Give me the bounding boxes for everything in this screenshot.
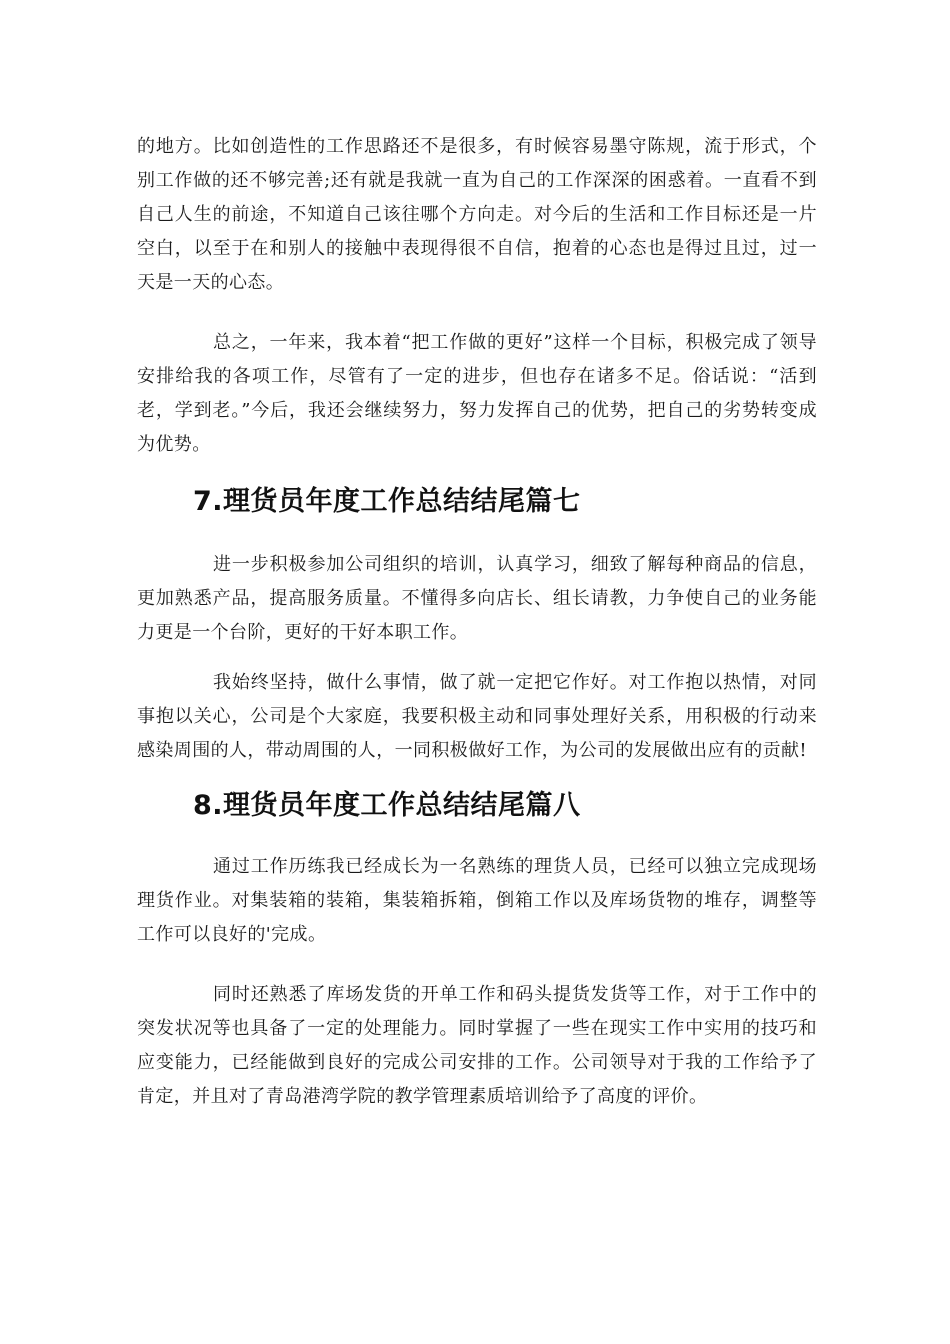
section-8-paragraph-2: 同时还熟悉了库场发货的开单工作和码头提货发货等工作，对于工作中的突发状况等也具备了一定的处理能力。同时掌握了一些在现实工作中实用的技巧和应变能力，已经能做到良好的完成公司安排的工作。公司领导对于我的工作给予了肯定，并且对了青岛港湾学院的教学管理素质培训给予了高度的评价。 (137, 984, 817, 1107)
intro-paragraph-2: 总之，一年来，我本着“把工作做的更好”这样一个目标，积极完成了领导安排给我的各项工作，尽管有了一定的进步，但也存在诸多不足。俗话说：“活到老，学到老。”今后，我还会继续努力，努力发挥自己的优势，把自己的劣势转变成为优势。 (137, 332, 817, 455)
intro-paragraph-1: 的地方。比如创造性的工作思路还不是很多，有时候容易墨守陈规，流于形式，个别工作做的还不够完善;还有就是我就一直为自己的工作深深的困惑着。一直看不到自己人生的前途，不知道自己该往哪个方向走。对今后的生活和工作目标还是一片空白，以至于在和别人的接触中表现得很不自信，抱着的心态也是得过且过，过一天是一天的心态。 (137, 136, 817, 293)
section-8-paragraph-1: 通过工作历练我已经成长为一名熟练的理货人员，已经可以独立完成现场理货作业。对集装箱的装箱，集装箱拆箱，倒箱工作以及库场货物的堆存，调整等工作可以良好的'完成。 (137, 856, 817, 945)
document-body (137, 130, 817, 1114)
section-8-heading: 8.理货员年度工作总结结尾篇八 (193, 790, 581, 821)
section-7-heading: 7.理货员年度工作总结结尾篇七 (193, 486, 581, 517)
section-7-paragraph-2: 我始终坚持，做什么事情，做了就一定把它作好。对工作抱以热情，对同事抱以关心，公司是个大家庭，我要积极主动和同事处理好关系，用积极的行动来感染周围的人，带动周围的人，一同积极做好工作，为公司的发展做出应有的贡献! (137, 672, 817, 761)
section-7-paragraph-1: 进一步积极参加公司组织的培训，认真学习，细致了解每种商品的信息，更加熟悉产品，提高服务质量。不懂得多向店长、组长请教，力争使自己的业务能力更是一个台阶，更好的干好本职工作。 (137, 554, 817, 643)
